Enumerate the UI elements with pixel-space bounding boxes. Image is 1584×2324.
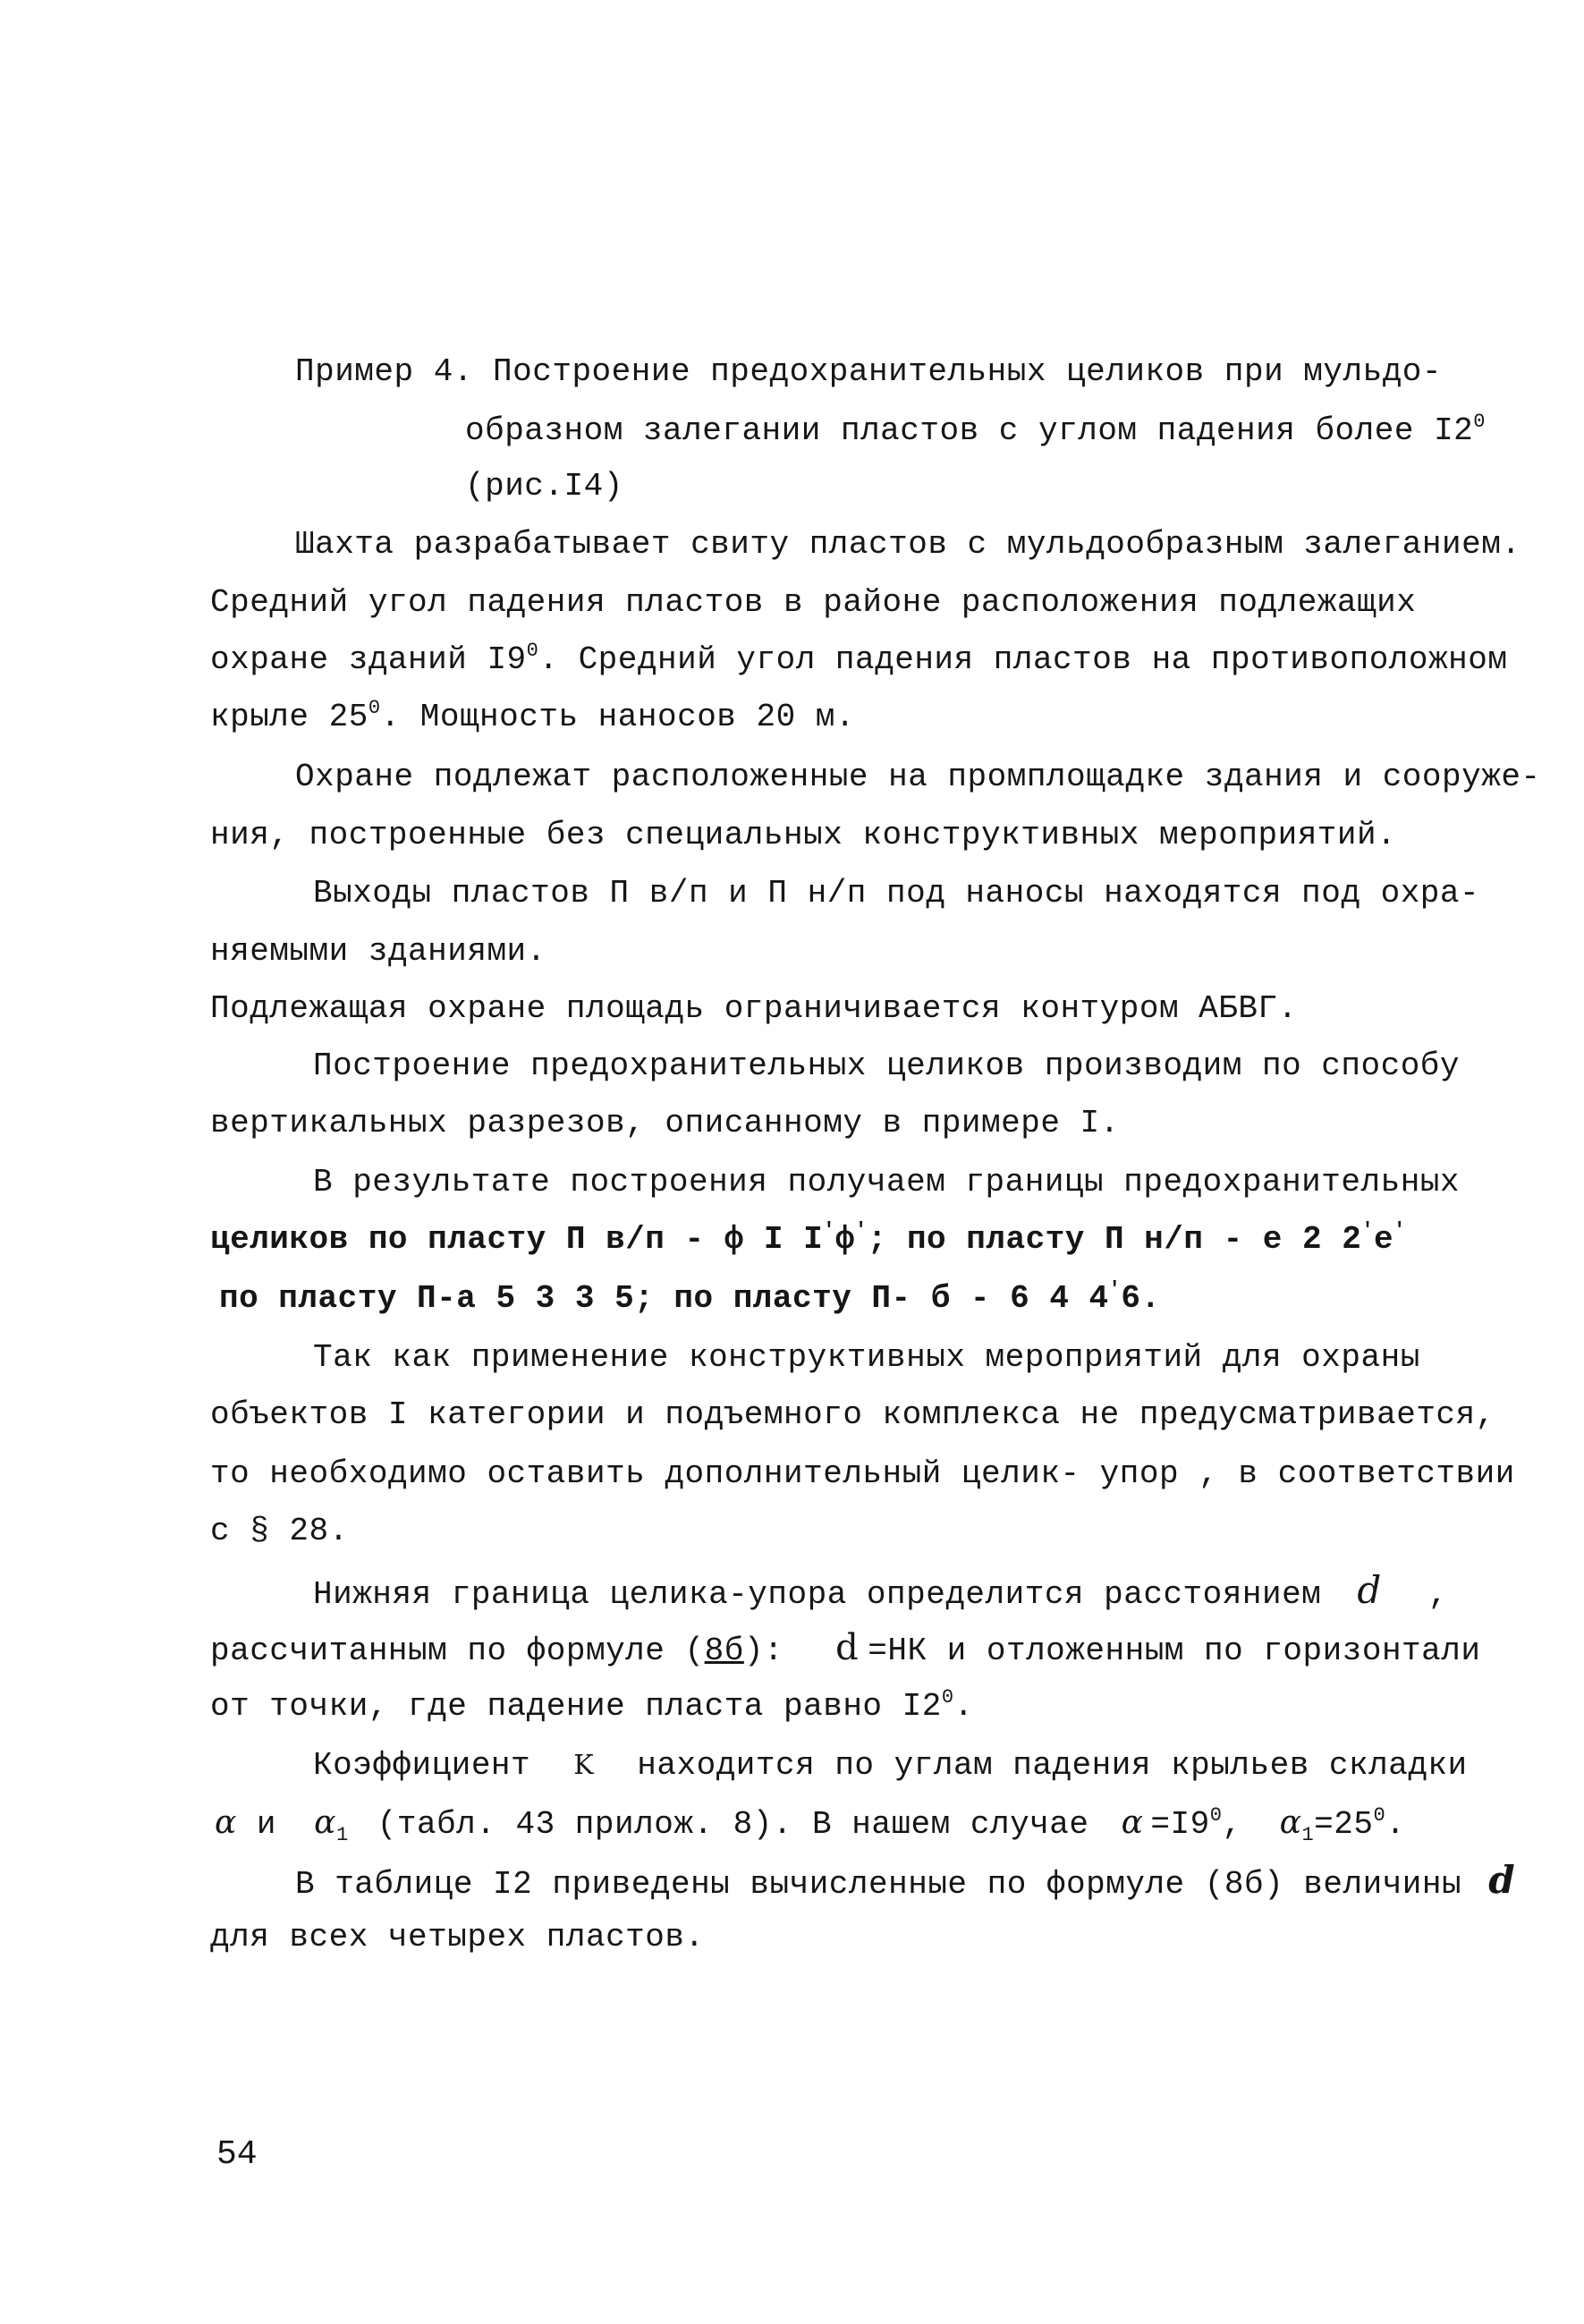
heading-text-3: (рис.I4) bbox=[465, 468, 623, 505]
para1-text-2: Средний угол падения пластов в районе расположения подлежащих bbox=[210, 584, 1417, 621]
prime-sup: ' bbox=[823, 1219, 835, 1242]
para2-line-1 bbox=[295, 756, 1541, 799]
para9-text-comma: , bbox=[1222, 1806, 1242, 1843]
para4-text-1: Подлежащая охране площадь ограничивается контуром АБВГ. bbox=[210, 990, 1298, 1027]
para5-text-1: Построение предохранительных целиков производим по способу bbox=[313, 1047, 1461, 1084]
para8-text-1b: , bbox=[1427, 1576, 1448, 1613]
para6-text-2b: ф bbox=[834, 1221, 856, 1258]
para9-text-eq2: =25 bbox=[1314, 1806, 1374, 1843]
para1-line-2 bbox=[210, 581, 1416, 624]
para7-line-4 bbox=[210, 1510, 349, 1553]
para1-text-3a: охране зданий I9 bbox=[210, 641, 527, 678]
prime-sup: ' bbox=[1108, 1278, 1122, 1301]
para6-line-2 bbox=[210, 1218, 1406, 1261]
prime-sup: ' bbox=[1393, 1219, 1406, 1242]
para2-line-2 bbox=[210, 814, 1396, 857]
para8-text-3b: . bbox=[953, 1688, 974, 1725]
degree-sup: 0 bbox=[1209, 1804, 1223, 1827]
variable-d: d bbox=[835, 1627, 860, 1668]
para9-line-2 bbox=[215, 1802, 1405, 1846]
para2-text-1: Охране подлежат расположенные на промплощадке здания и сооруже- bbox=[295, 759, 1541, 795]
alpha-symbol: α bbox=[314, 1804, 336, 1841]
para9-line-1 bbox=[313, 1744, 1468, 1787]
para8-text-3a: от точки, где падение пласта равно I2 bbox=[210, 1688, 942, 1725]
para7-line-1 bbox=[313, 1336, 1420, 1379]
para6-text-2d: е bbox=[1374, 1221, 1394, 1258]
para5-text-2: вертикальных разрезов, описанному в примере I. bbox=[210, 1105, 1120, 1141]
para8-text-2a: рассчитанным по формуле ( bbox=[210, 1633, 705, 1669]
prime-sup: ' bbox=[855, 1219, 868, 1242]
para9-text-1a: Коэффициент bbox=[313, 1747, 531, 1784]
degree-sup: 0 bbox=[941, 1686, 954, 1709]
degree-sup: 0 bbox=[526, 640, 539, 662]
para9-text-1b: находится по углам падения крыльев складки bbox=[637, 1747, 1468, 1784]
para1-text-4a: крыле 25 bbox=[210, 699, 368, 735]
para9-text-and: и bbox=[256, 1806, 277, 1843]
para6-text-3a: по пласту П-а 5 3 3 5; по пласту П- б - 6 4 4 bbox=[219, 1280, 1109, 1317]
para1-text-3b: . Средний угол падения пластов на противоположном bbox=[538, 641, 1508, 678]
variable-k: K bbox=[573, 1750, 595, 1781]
alpha-symbol: α bbox=[1121, 1804, 1144, 1841]
subscript-1: 1 bbox=[335, 1824, 349, 1846]
para1-text-1: Шахта разрабатывает свиту пластов с мульдообразным залеганием. bbox=[295, 526, 1521, 563]
para5-line-2 bbox=[210, 1102, 1120, 1145]
page-number: 54 bbox=[216, 2135, 258, 2174]
para7-text-3: то необходимо оставить дополнительный целик- упор , в соответствии bbox=[210, 1455, 1515, 1492]
para7-text-4: с § 28. bbox=[210, 1513, 349, 1549]
para8-line-1 bbox=[313, 1569, 1448, 1616]
formula-ref: 8б bbox=[704, 1633, 744, 1669]
para8-text-2c: =НК и отложенным по горизонтали bbox=[868, 1633, 1481, 1669]
para7-text-1: Так как применение конструктивных мероприятий для охраны bbox=[313, 1339, 1420, 1376]
para3-text-2: няемыми зданиями. bbox=[210, 933, 546, 970]
para2-text-2: ния, построенные без специальных конструктивных мероприятий. bbox=[210, 817, 1397, 853]
para6-text-2a: целиков по пласту П в/п - ф I I bbox=[210, 1221, 824, 1258]
variable-d: d bbox=[1357, 1568, 1382, 1612]
para6-text-3b: 6. bbox=[1121, 1280, 1161, 1317]
para7-line-2 bbox=[210, 1394, 1495, 1437]
heading-line-2 bbox=[465, 410, 1486, 453]
para7-text-2: объектов I категории и подъемного комплекса не предусматривается, bbox=[210, 1396, 1495, 1433]
degree-sup: 0 bbox=[368, 697, 381, 719]
para10-line-2 bbox=[210, 1916, 705, 1959]
para1-line-1 bbox=[295, 523, 1520, 566]
para3-line-1 bbox=[313, 872, 1479, 915]
para10-text-2: для всех четырех пластов. bbox=[210, 1919, 705, 1955]
heading-text-1: Пример 4. Построение предохранительных целиков при мульдо- bbox=[295, 353, 1443, 390]
para7-line-3 bbox=[210, 1453, 1515, 1496]
para6-text-2c: ; по пласту П н/п - е 2 2 bbox=[867, 1221, 1362, 1258]
alpha-symbol: α bbox=[1279, 1804, 1302, 1841]
degree-sup: 0 bbox=[1473, 411, 1486, 433]
para8-line-2 bbox=[210, 1626, 1480, 1673]
degree-sup: 0 bbox=[1373, 1804, 1386, 1827]
para6-line-3 bbox=[219, 1277, 1161, 1320]
para10-line-1 bbox=[295, 1859, 1515, 1906]
para8-text-1a: Нижняя граница целика-упора определится расстоянием bbox=[313, 1576, 1322, 1613]
alpha-symbol: α bbox=[215, 1804, 237, 1841]
para6-text-1: В результате построения получаем границы предохранительных bbox=[313, 1164, 1461, 1200]
para8-line-3 bbox=[210, 1685, 974, 1728]
para5-line-1 bbox=[313, 1045, 1460, 1088]
para3-line-2 bbox=[210, 930, 546, 973]
subscript-1: 1 bbox=[1301, 1824, 1315, 1846]
para9-text-2a: (табл. 43 прилож. 8). В нашем случае bbox=[377, 1806, 1089, 1843]
para1-line-3 bbox=[210, 639, 1507, 682]
heading-line-3 bbox=[465, 465, 623, 508]
heading-line-1 bbox=[295, 351, 1442, 394]
heading-text-2: образном залегании пластов с углом падения более I2 bbox=[465, 412, 1474, 449]
para9-text-eq1: =I9 bbox=[1150, 1806, 1210, 1843]
para8-text-2b: ): bbox=[743, 1633, 784, 1669]
para9-text-end: . bbox=[1385, 1806, 1406, 1843]
para3-text-1: Выходы пластов П в/п и П н/п под наносы находятся под охра- bbox=[313, 875, 1480, 912]
para1-line-4 bbox=[210, 696, 855, 739]
variable-d: d bbox=[1488, 1858, 1516, 1902]
para4-line-1 bbox=[210, 988, 1298, 1031]
para1-text-4b: . Мощность наносов 20 м. bbox=[380, 699, 856, 735]
para6-line-1 bbox=[313, 1161, 1460, 1204]
para10-text-1a: В таблице I2 приведены вычисленные по формуле (8б) величины bbox=[295, 1866, 1462, 1903]
prime-sup: ' bbox=[1361, 1219, 1375, 1242]
